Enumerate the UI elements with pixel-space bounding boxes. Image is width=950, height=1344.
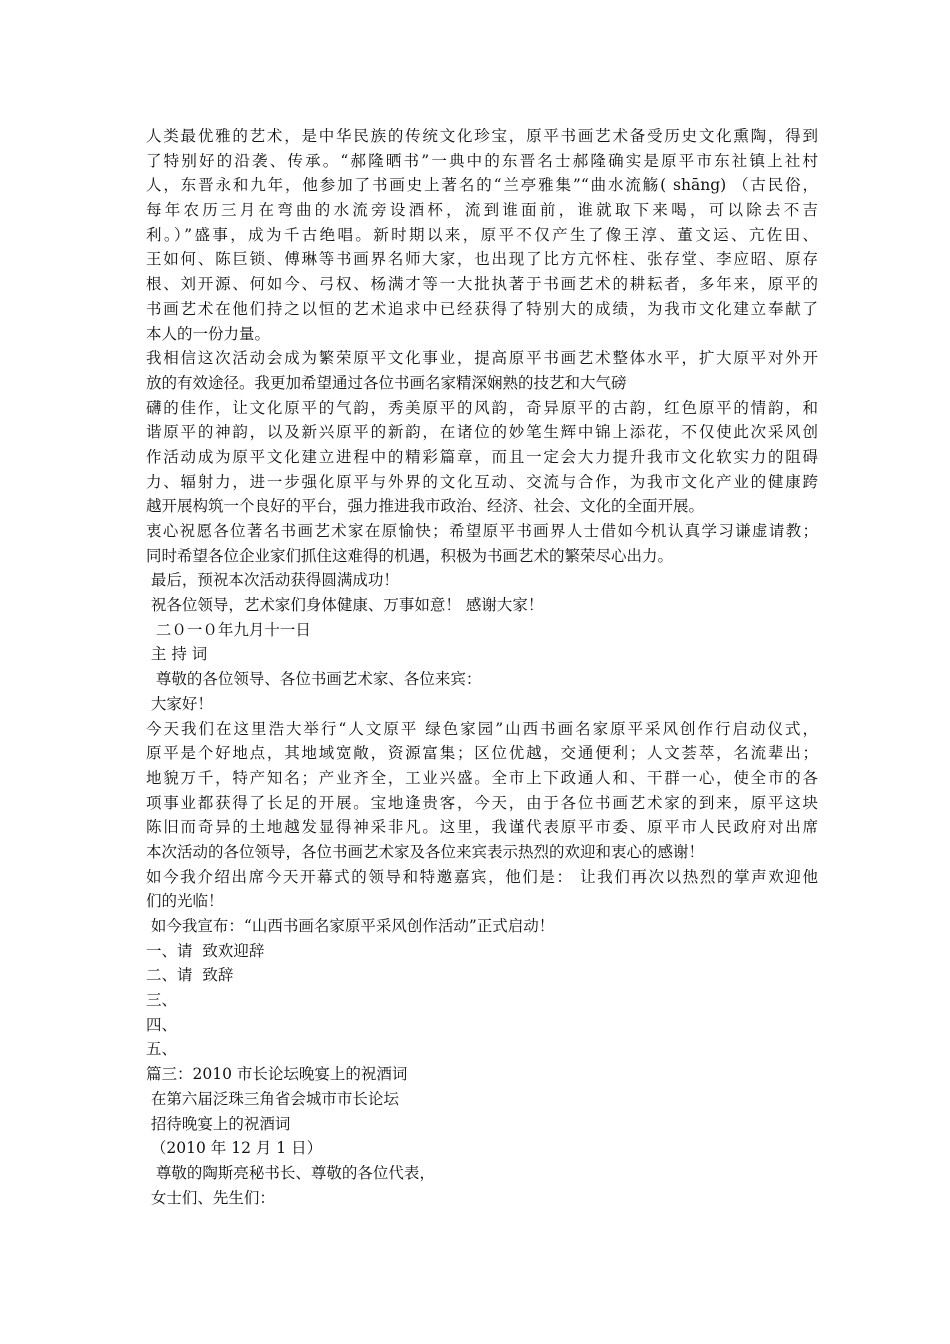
text-line: 我相信这次活动会成为繁荣原平文化事业，提高原平书画艺术整体水平，扩大原平对外开: [146, 349, 818, 368]
text-line: 二、请 致辞: [146, 966, 234, 985]
text-line: 尊敬的陶斯亮秘书长、尊敬的各位代表，: [146, 1163, 435, 1182]
text-line: 谐原平的神韵，以及新兴原平的新韵，在诸位的妙笔生辉中锦上添花，不仅使此次采风创: [146, 423, 818, 442]
text-line: 最后，预祝本次活动获得圆满成功！: [146, 571, 399, 590]
text-line: （2010 年 12 月 1 日）: [146, 1139, 323, 1158]
text-line: 女士们、先生们：: [146, 1188, 275, 1207]
text-line: 如今我宣布：“山西书画名家原平采风创作活动”正式启动！: [146, 917, 555, 935]
text-line: 放的有效途径。我更加希望通过各位书画名家精深娴熟的技艺和大气磅: [146, 373, 627, 392]
text-line: 篇三：2010 市长论坛晚宴上的祝酒词: [146, 1065, 408, 1084]
text-line: 同时希望各位企业家们抓住这难得的机遇，积极为书画艺术的繁荣尽心出力。: [146, 546, 674, 565]
text-line: 力、辐射力，进一步强化原平与外界的文化互动、交流与合作，为我市文化产业的健康跨: [146, 472, 818, 491]
text-line: 主 持 词: [146, 645, 208, 664]
text-line: 人类最优雅的艺术，是中华民族的传统文化珍宝，原平书画艺术备受历史文化熏陶，得到: [146, 127, 818, 145]
text-line: 二０一０年九月十一日: [146, 620, 311, 639]
text-line: 五、: [146, 1040, 178, 1059]
text-line: 书画艺术在他们持之以恒的艺术追求中已经获得了特别大的成绩，为我市文化建立奉献了: [146, 299, 818, 318]
text-line: 大家好！: [146, 694, 213, 713]
text-line: 礴的佳作，让文化原平的气韵，秀美原平的风韵，奇异原平的古韵，红色原平的情韵，和: [146, 398, 818, 417]
text-line: 一、请 致欢迎辞: [146, 941, 265, 960]
text-line: 四、: [146, 1015, 178, 1034]
text-line: 作活动成为原平文化建立进程中的精彩篇章，而且一定会大力提升我市文化软实力的阻碍: [146, 447, 818, 466]
text-line: 祝各位领导，艺术家们身体健康、万事如意！ 感谢大家！: [146, 596, 544, 615]
text-line: 本次活动的各位领导，各位书画艺术家及各位来宾表示热烈的欢迎和衷心的感谢！: [146, 842, 705, 861]
text-line: 利。）”盛事，成为千古绝唱。新时期以来，原平不仅产生了像王淳、董文运、亢佐田、: [146, 225, 818, 244]
text-line: 陈旧而奇异的土地越发显得神采非凡。这里，我谨代表原平市委、原平市人民政府对出席: [146, 818, 818, 837]
text-line: 根、刘开源、何如今、弓权、杨满才等一大批执著于书画艺术的耕耘者，多年来，原平的: [146, 275, 818, 294]
text-line: 每年农历三月在弯曲的水流旁设酒杯，流到谁面前，谁就取下来喝，可以除去不吉: [146, 201, 818, 220]
text-line: 在第六届泛珠三角省会城市市长论坛: [146, 1089, 399, 1108]
text-line: 如今我介绍出席今天开幕式的领导和特邀嘉宾，他们是： 让我们再次以热烈的掌声欢迎他: [146, 867, 818, 886]
text-line: 今天我们在这里浩大举行“人文原平 绿色家园”山西书画名家原平采风创作行启动仪式，: [146, 719, 818, 738]
text-line: 地貌万千，特产知名；产业齐全，工业兴盛。全市上下政通人和、干群一心，使全市的各: [146, 768, 818, 787]
text-line: 招待晚宴上的祝酒词: [146, 1114, 291, 1133]
text-line: 原平是个好地点，其地域宽敞，资源富集；区位优越，交通便利；人文荟萃，名流辈出；: [146, 744, 818, 763]
text-line: 尊敬的各位领导、各位书画艺术家、各位来宾：: [146, 670, 482, 689]
document-body: [146, 124, 818, 1210]
text-line: 本人的一份力量。: [146, 324, 271, 343]
text-line: 越开展构筑一个良好的平台，强力推进我市政治、经济、社会、文化的全面开展。: [146, 497, 705, 516]
text-line: 人，东晋永和九年，他参加了书画史上著名的“兰亭雅集”“曲水流觞( shāng) （古民俗，: [146, 176, 818, 195]
text-line: 衷心祝愿各位著名书画艺术家在原愉快；希望原平书画界人士借如今机认真学习谦虚请教；: [146, 522, 818, 540]
text-line: 三、: [146, 991, 178, 1010]
text-line: 了特别好的沿袭、传承。“郝隆晒书”一典中的东晋名士郝隆确实是原平市东社镇上社村: [146, 151, 818, 170]
text-line: 项事业都获得了长足的开展。宝地逢贵客，今天，由于各位书画艺术家的到来，原平这块: [146, 793, 818, 812]
text-line: 王如何、陈巨锁、傅琳等书画界名师大家，也出现了比方亢怀柱、张存堂、李应昭、原存: [146, 250, 818, 269]
text-line: 们的光临！: [146, 892, 224, 911]
